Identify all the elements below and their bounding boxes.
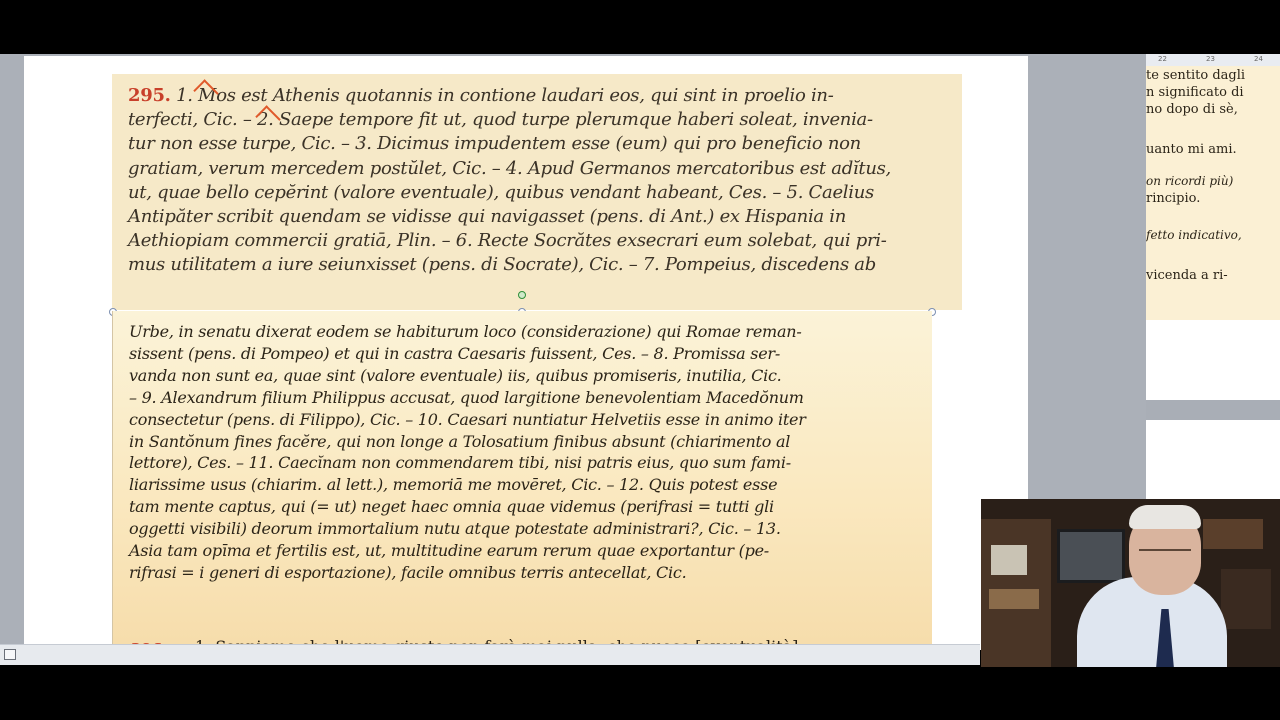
text-line: uanto mi ami. (1146, 142, 1237, 157)
text-line: rincipio. (1146, 191, 1201, 206)
text-line: – 9. Alexandrum filium Philippus accusat, quod largitione benevolentiam Macedŏnum (129, 387, 804, 407)
page-gap (1146, 400, 1280, 420)
text-line: ut, quae bello cepĕrint (valore eventuale), quibus vendant habeant, Ces. – 5. Caelius (128, 181, 874, 203)
text-line: fetto indicativo, (1146, 228, 1242, 242)
webcam-overlay (981, 499, 1280, 667)
page-view-icon[interactable] (4, 649, 16, 660)
text-line: in Santŏnum fines facĕre, qui non longe a Tolosatium finibus absunt (chiarimento al (129, 431, 791, 451)
text-line: Aethiopiam commercii gratiā, Plin. – 6. Recte Socrătes exsecrari eum solebat, qui pri- (128, 230, 887, 252)
horizontal-ruler: 22 23 24 (1146, 54, 1280, 67)
text-line: consectetur (pens. di Filippo), Cic. – 10. Caesari nuntiatur Helvetiis esse in animo iter (129, 409, 806, 429)
books (1203, 519, 1263, 549)
text-line: sissent (pens. di Pompeo) et qui in castra Caesaris fuissent, Ces. – 8. Promissa ser- (129, 343, 780, 363)
scanned-excerpt-295[interactable] (112, 74, 962, 310)
text-line: 295. 1. Mos est Athenis quotannis in contione laudari eos, qui sint in proelio in- (128, 85, 834, 106)
text-line: oggetti visibili) deorum immortalium nutu atque potestate administrari?, Cic. – 13. (129, 519, 781, 539)
glasses (1139, 549, 1191, 561)
text-line: terfecti, Cic. – 2. Saepe tempore fit ut, quod turpe plerumque haberi soleat, invenia- (128, 109, 873, 131)
text-line: no dopo di sè, (1146, 102, 1238, 117)
text-line: rifrasi = i generi di esportazione), facile omnibus terris antecellat, Cic. (129, 562, 687, 582)
status-bar (0, 644, 980, 665)
text-line: on ricordi più) (1146, 174, 1234, 188)
chair (1221, 569, 1271, 629)
exercise-text-295 (128, 84, 891, 278)
text-line: Asia tam opīma et fertilis est, ut, multitudine earum rerum quae exportantur (pe- (129, 541, 769, 561)
scanned-excerpt-right[interactable] (1146, 66, 1280, 320)
secondary-document-window[interactable] (1146, 54, 1280, 500)
text-line: n significato di (1146, 85, 1244, 100)
rotate-handle[interactable] (518, 291, 526, 299)
text-line: gratiam, verum mercedem postŭlet, Cic. – 4. Apud Germanos mercatoribus est adĭtus, (128, 157, 891, 179)
text-line: Urbe, in senatu dixerat eodem se habiturum loco (considerazione) qui Romae reman- (129, 322, 802, 341)
scanned-excerpt-295-continued[interactable] (112, 311, 932, 650)
text-line: mus utilitatem a iure seiunxisset (pens. di Socrate), Cic. – 7. Pompeius, discedens ab (128, 254, 876, 276)
text-line: tam mente captus, qui (= ut) neget haec omnia quae videmus (perifrasi = tutti gli (129, 497, 774, 517)
monitor (1057, 529, 1125, 583)
person-hair (1129, 505, 1201, 529)
document-workspace (0, 54, 1146, 650)
books (989, 589, 1039, 609)
text-line: vanda non sunt ea, quae sint (valore eventuale) iis, quibus promiseris, inutilia, Cic. (129, 365, 782, 385)
text-line: tur non esse turpe, Cic. – 3. Dicimus impudentem esse (eum) qui pro beneficio non (128, 133, 861, 155)
text-line: vicenda a ri- (1146, 268, 1228, 283)
text-line: te sentito dagli (1146, 68, 1246, 83)
exercise-number: 295. (128, 85, 171, 106)
text-line: lettore), Ces. – 11. Caecĭnam non commendarem tibi, nisi patris eius, quo sum fami- (129, 453, 791, 473)
exercise-text-continued (129, 321, 806, 584)
books (991, 545, 1027, 575)
document-page[interactable] (24, 56, 1028, 650)
text-line: liarissime usus (chiarim. al lett.), memoriā me movēret, Cic. – 12. Quis potest esse (129, 475, 778, 495)
text-line: Antipăter scribit quendam se vidisse qui navigasset (pens. di Ant.) ex Hispania in (128, 206, 846, 228)
